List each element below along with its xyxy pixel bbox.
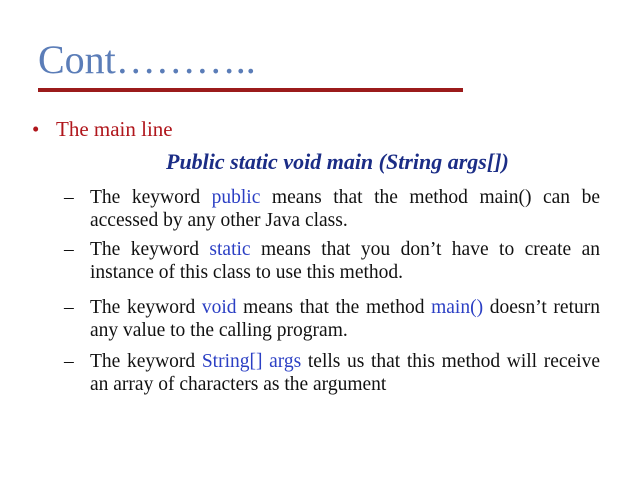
dash-marker: – xyxy=(64,297,74,318)
point-string-args xyxy=(64,350,600,396)
dash-marker: – xyxy=(64,351,74,372)
point-rest: tells us that this method will receive an array of characters as the argument xyxy=(90,351,601,395)
point-text xyxy=(90,186,600,232)
main-bullet xyxy=(32,116,173,142)
point-middle: means that the method xyxy=(236,297,432,318)
keyword-void: void xyxy=(201,297,237,318)
keyword-main: main() xyxy=(431,297,484,318)
point-lead: The keyword xyxy=(90,351,202,372)
point-text xyxy=(90,296,600,342)
point-public xyxy=(64,186,600,232)
keyword-static: static xyxy=(209,239,251,260)
bullet-text: The main line xyxy=(56,117,173,141)
title-underline xyxy=(38,88,463,92)
dash-marker: – xyxy=(64,239,74,260)
point-lead: The keyword xyxy=(90,297,202,318)
point-void xyxy=(64,296,600,342)
point-text xyxy=(90,238,600,284)
keyword-string-args: String[] args xyxy=(201,351,302,372)
point-lead: The keyword xyxy=(90,239,210,260)
point-lead: The keyword xyxy=(90,187,212,208)
dash-marker: – xyxy=(64,187,74,208)
main-signature: Public static void main (String args[]) xyxy=(166,149,509,174)
point-rest: means that you don’t have to create an instance of this class to use this method. xyxy=(90,239,600,283)
point-static xyxy=(64,238,600,284)
point-text xyxy=(90,350,600,396)
point-rest: means that the method main() can be accessed by any other Java class. xyxy=(90,187,600,231)
slide-title: Cont……….. xyxy=(38,37,256,82)
bullet-dot: • xyxy=(32,117,40,141)
keyword-public: public xyxy=(211,187,261,208)
point-rest: doesn’t return any value to the calling program. xyxy=(90,297,600,341)
